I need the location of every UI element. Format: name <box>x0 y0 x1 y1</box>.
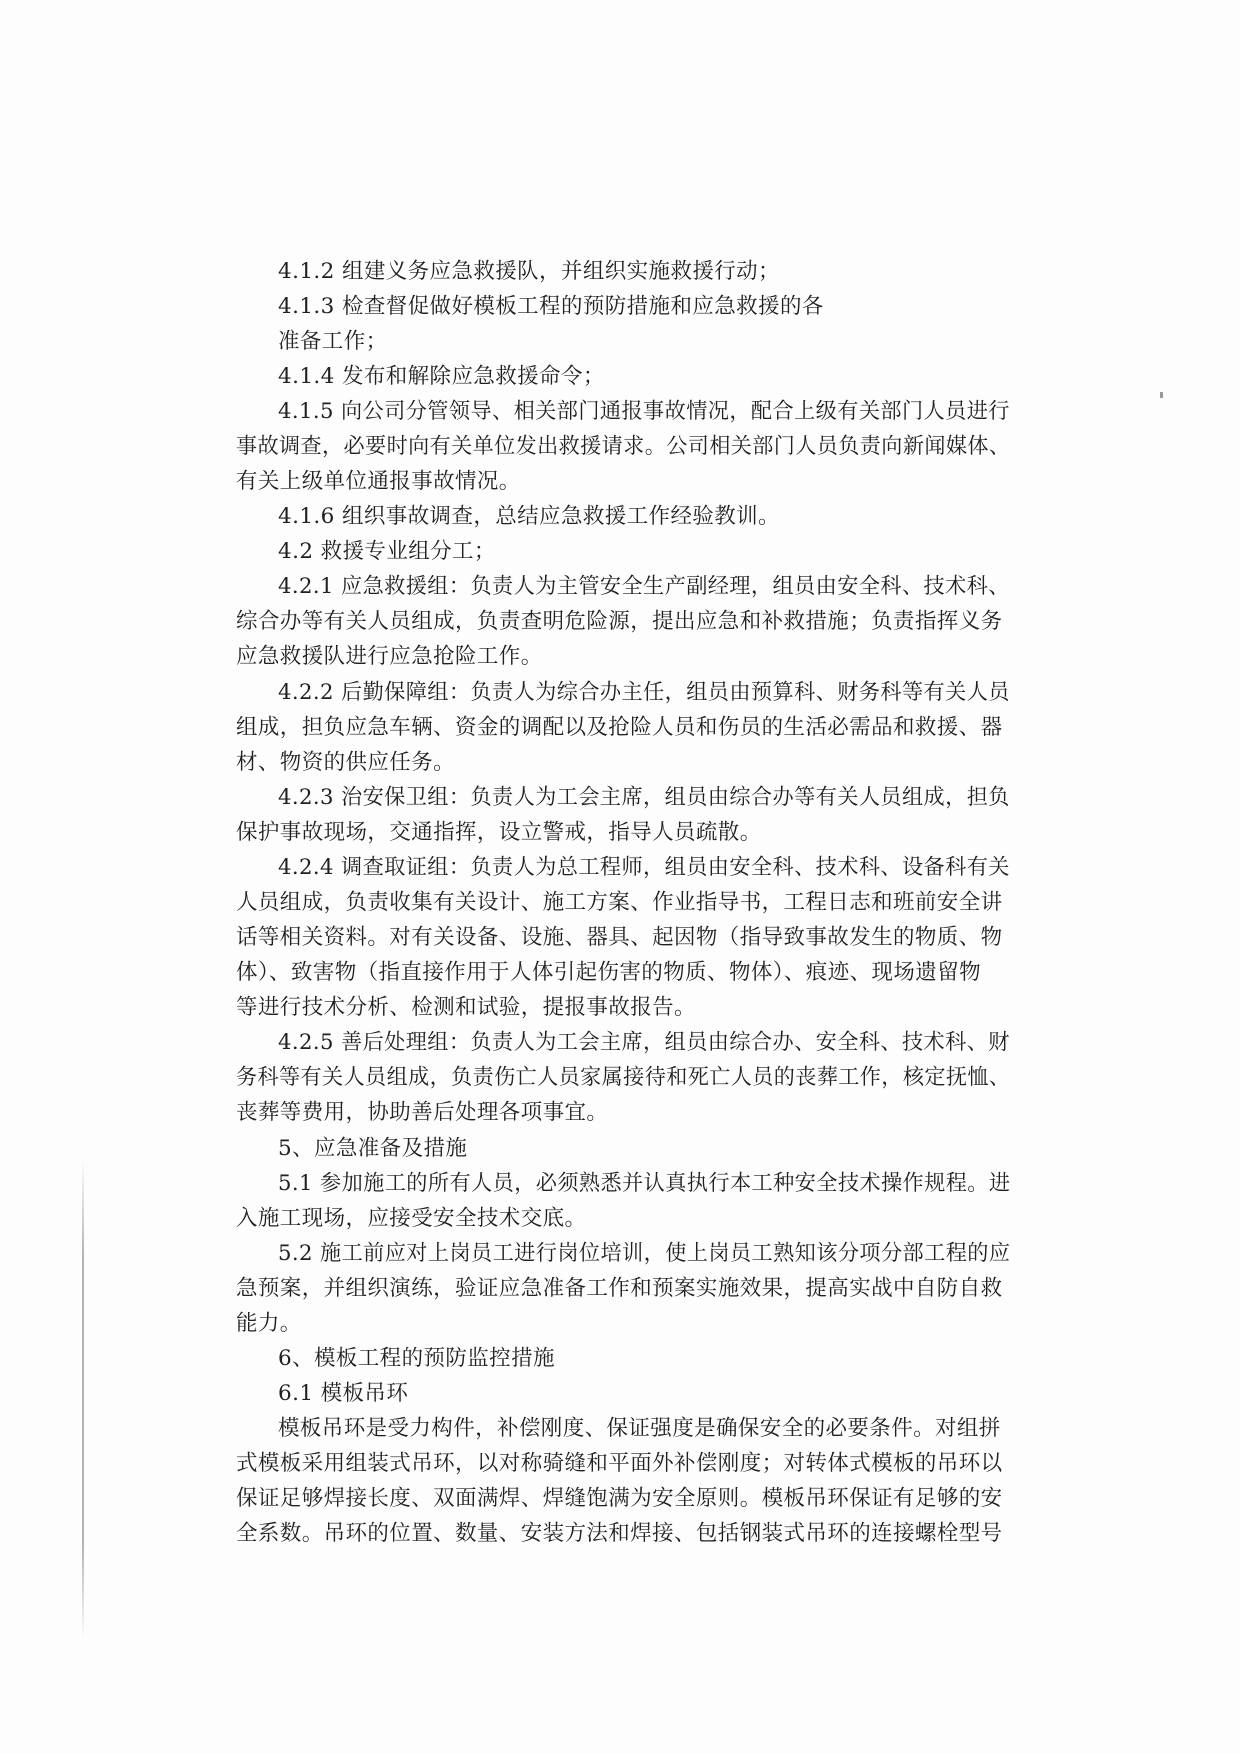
text-line: 4.1.4 发布和解除应急救援命令； <box>278 364 605 389</box>
text-line: 急预案，并组织演练，验证应急准备工作和预案实施效果，提高实战中自防自救 <box>236 1276 1003 1301</box>
text-line: 组成，担负应急车辆、资金的调配以及抢险人员和伤员的生活必需品和救援、器 <box>236 715 1003 740</box>
text-line: 体）、致害物（指直接作用于人体引起伤害的物质、物体）、痕迹、现场遗留物 <box>236 960 982 985</box>
text-line: 务科等有关人员组成，负责伤亡人员家属接待和死亡人员的丧葬工作，核定抚恤、 <box>236 1065 1011 1090</box>
text-line: 应急救援队进行应急抢险工作。 <box>236 644 543 669</box>
text-line: 模板吊环是受力构件，补偿刚度、保证强度是确保安全的必要条件。对组拼 <box>278 1416 1001 1441</box>
text-line: 保证足够焊接长度、双面满焊、焊缝饱满为安全原则。模板吊环保证有足够的安 <box>236 1486 1003 1511</box>
text-line: 保护事故现场，交通指挥，设立警戒，指导人员疏散。 <box>236 820 762 845</box>
text-line: 4.1.2 组建义务应急救援队，并组织实施救援行动； <box>278 259 780 284</box>
section-heading: 6、模板工程的预防监控措施 <box>278 1346 555 1371</box>
text-line: 有关上级单位通报事故情况。 <box>236 469 521 494</box>
subsection-heading: 6.1 模板吊环 <box>278 1381 409 1406</box>
text-line: 丧葬等费用，协助善后处理各项事宜。 <box>236 1100 609 1125</box>
text-line: 式模板采用组装式吊环，以对称骑缝和平面外补偿刚度；对转体式模板的吊环以 <box>236 1451 1003 1476</box>
text-line: 材、物资的供应任务。 <box>236 750 456 775</box>
text-line: 入施工现场，应接受安全技术交底。 <box>236 1206 587 1231</box>
text-line: 5.1 参加施工的所有人员，必须熟悉并认真执行本工种安全技术操作规程。进 <box>278 1171 1011 1196</box>
text-line: 能力。 <box>236 1311 302 1336</box>
text-line: 事故调查，必要时向有关单位发出救援请求。公司相关部门人员负责向新闻媒体、 <box>236 434 1011 459</box>
text-line: 4.2 救援专业组分工； <box>278 539 496 564</box>
text-line: 等进行技术分析、检测和试验，提报事故报告。 <box>236 995 696 1020</box>
text-line: 5.2 施工前应对上岗员工进行岗位培训，使上岗员工熟知该分项分部工程的应 <box>278 1241 1011 1266</box>
text-line: 4.2.1 应急救援组：负责人为主管安全生产副经理，组员由安全科、技术科、 <box>278 574 1010 599</box>
text-line: 4.2.3 治安保卫组：负责人为工会主席，组员由综合办等有关人员组成，担负 <box>278 785 1010 810</box>
text-line: 综合办等有关人员组成，负责查明危险源，提出应急和补救措施；负责指挥义务 <box>236 609 1003 634</box>
text-line: 4.1.3 检查督促做好模板工程的预防措施和应急救援的各 <box>278 294 824 319</box>
text-line: 4.2.2 后勤保障组：负责人为综合办主任，组员由预算科、财务科等有关人员 <box>278 680 1010 705</box>
text-line: 全系数。吊环的位置、数量、安装方法和焊接、包括钢装式吊环的连接螺栓型号 <box>236 1521 1003 1546</box>
text-line: 4.1.6 组织事故调查，总结应急救援工作经验教训。 <box>278 504 780 529</box>
text-line: 4.2.5 善后处理组：负责人为工会主席，组员由综合办、安全科、技术科、财 <box>278 1030 1010 1055</box>
text-line: 4.2.4 调查取证组：负责人为总工程师，组员由安全科、技术科、设备科有关 <box>278 855 1010 880</box>
text-line: 人员组成，负责收集有关设计、施工方案、作业指导书，工程日志和班前安全讲 <box>236 890 1003 915</box>
text-line: 准备工作； <box>278 329 388 354</box>
text-line: 话等相关资料。对有关设备、设施、器具、起因物（指导致事故发生的物质、物 <box>236 925 1003 950</box>
section-heading: 5、应急准备及措施 <box>278 1136 468 1161</box>
text-line: 4.1.5 向公司分管领导、相关部门通报事故情况，配合上级有关部门人员进行 <box>278 399 1010 424</box>
